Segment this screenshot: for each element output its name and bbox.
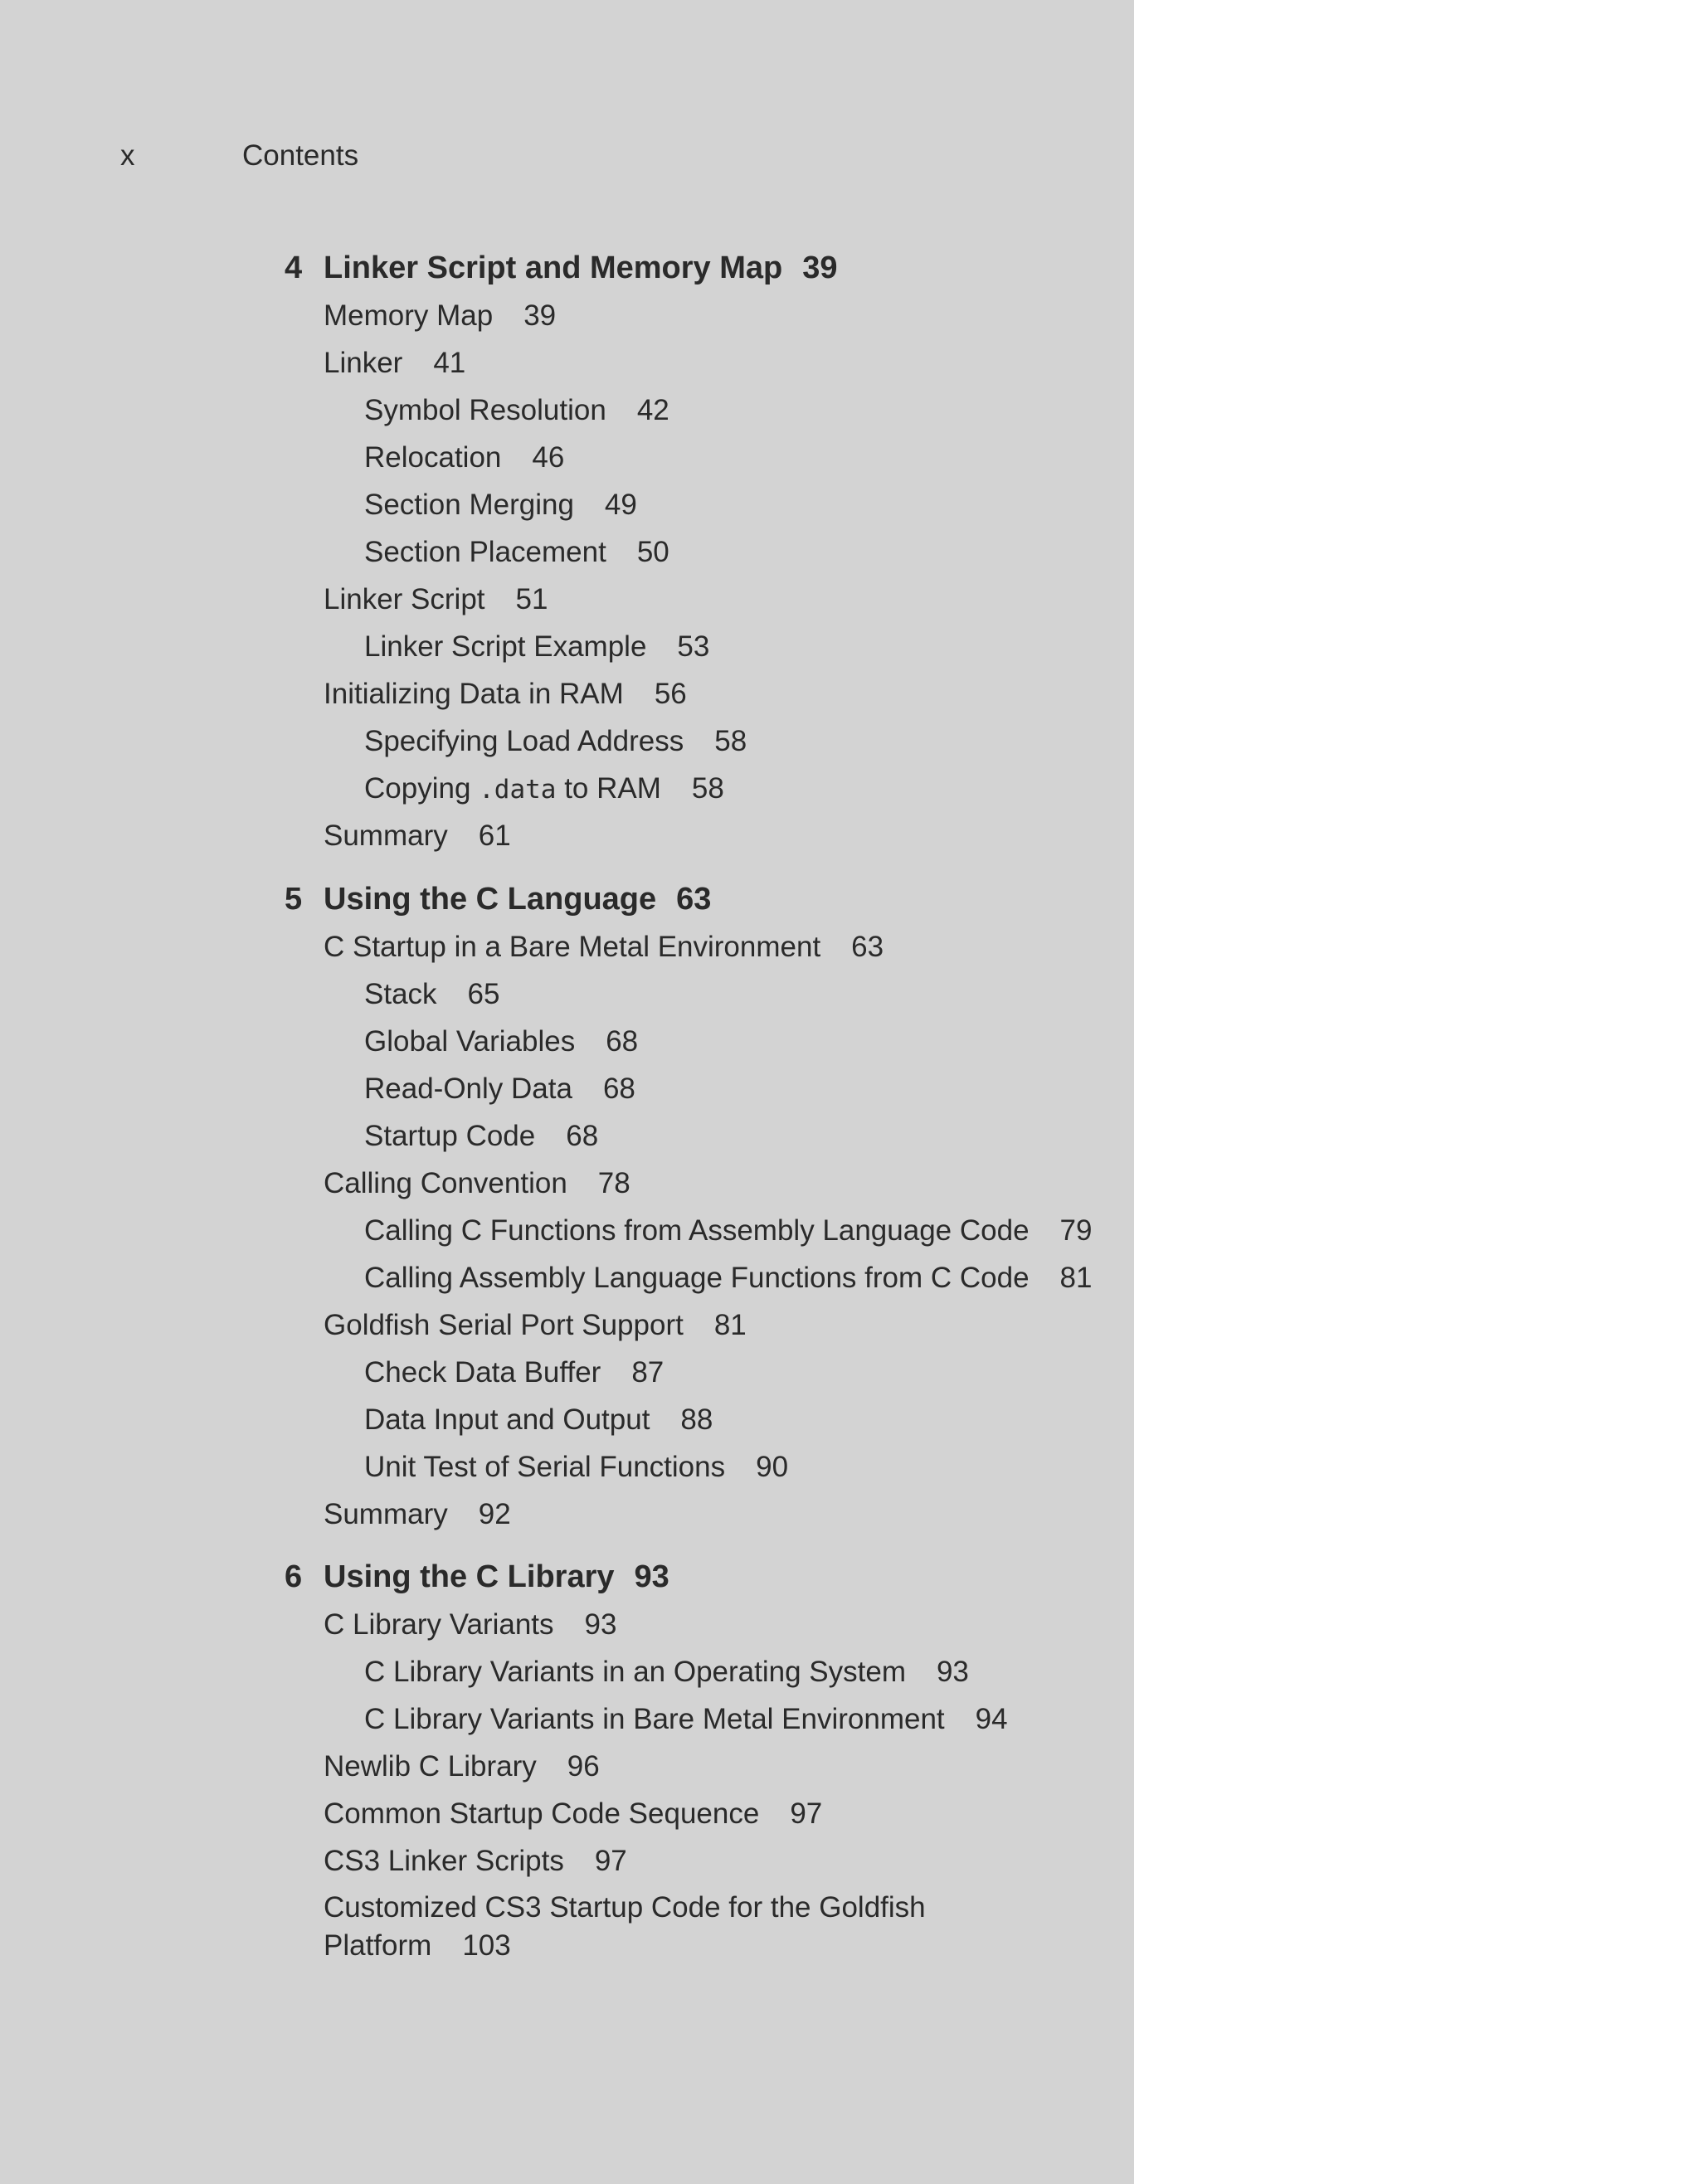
section-title: Initializing Data in RAM <box>324 678 624 710</box>
toc-section <box>324 923 884 970</box>
section-title: Summary <box>324 1498 448 1530</box>
subsection-title: Linker Script Example <box>364 630 647 663</box>
toc-section <box>324 1160 630 1207</box>
toc-subsection <box>364 717 747 765</box>
toc-subsection <box>364 1396 713 1443</box>
subsection-title: Data Input and Output <box>364 1403 650 1436</box>
chapter-page: 63 <box>676 882 712 917</box>
chapter-title: Using the C Language <box>324 882 657 917</box>
subsection-title: Stack <box>364 978 437 1010</box>
toc-subsection <box>364 387 669 434</box>
subsection-page: 79 <box>1059 1214 1093 1247</box>
section-title: CS3 Linker Scripts <box>324 1845 564 1877</box>
subsection-page: 93 <box>936 1656 969 1688</box>
toc-section <box>324 1790 822 1837</box>
toc-subsection <box>364 1695 1008 1743</box>
toc-section <box>324 812 511 859</box>
toc-section <box>324 292 556 339</box>
section-page: 92 <box>478 1498 511 1530</box>
toc-chapter-4 <box>285 245 838 292</box>
subsection-title: Global Variables <box>364 1025 576 1058</box>
section-page: 97 <box>790 1797 823 1830</box>
subsection-page: 90 <box>756 1451 789 1483</box>
subsection-page: 49 <box>604 489 637 521</box>
subsection-page: 87 <box>631 1356 665 1389</box>
section-page: 63 <box>851 931 884 963</box>
toc-section <box>324 1301 747 1349</box>
toc-subsection <box>364 1254 1092 1301</box>
section-title: Common Startup Code Sequence <box>324 1797 760 1830</box>
chapter-number: 5 <box>285 882 303 917</box>
subsection-title-suffix: to RAM <box>556 772 661 805</box>
subsection-title: Read-Only Data <box>364 1073 572 1105</box>
subsection-page: 68 <box>602 1073 635 1105</box>
subsection-title: Section Placement <box>364 536 606 568</box>
subsection-page: 46 <box>532 441 565 474</box>
subsection-title-prefix: Copying <box>364 772 480 805</box>
toc-section <box>324 1743 600 1790</box>
toc-section <box>324 1491 511 1538</box>
toc-subsection <box>364 1207 1092 1254</box>
subsection-page: 94 <box>975 1703 1008 1735</box>
running-head-title: Contents <box>242 139 359 172</box>
section-title: C Library Variants <box>324 1608 554 1641</box>
section-page: 97 <box>594 1845 627 1877</box>
toc-section <box>324 576 548 623</box>
toc-subsection <box>364 1065 635 1112</box>
subsection-title: C Library Variants in Bare Metal Environment <box>364 1703 945 1735</box>
section-title: Calling Convention <box>324 1167 567 1199</box>
toc-section <box>324 670 687 717</box>
section-page: 39 <box>523 299 557 332</box>
section-page: 56 <box>654 678 687 710</box>
subsection-page: 68 <box>606 1025 639 1058</box>
chapter-title: Linker Script and Memory Map <box>324 251 783 285</box>
subsection-page: 50 <box>636 536 669 568</box>
subsection-title: Relocation <box>364 441 502 474</box>
toc-section <box>324 1601 616 1648</box>
subsection-title: Symbol Resolution <box>364 394 606 426</box>
chapter-title: Using the C Library <box>324 1559 615 1594</box>
section-page: 103 <box>462 1929 511 1962</box>
section-page: 96 <box>567 1750 600 1783</box>
subsection-title: Calling C Functions from Assembly Language Code <box>364 1214 1030 1247</box>
toc-subsection <box>364 1018 638 1065</box>
chapter-page: 93 <box>634 1559 669 1594</box>
subsection-page: 88 <box>680 1403 713 1436</box>
section-page: 78 <box>597 1167 630 1199</box>
chapter-page: 39 <box>802 251 838 285</box>
toc-subsection <box>364 434 564 481</box>
toc-subsection <box>364 528 669 576</box>
toc-subsection <box>364 765 724 814</box>
subsection-title: Calling Assembly Language Functions from C Code <box>364 1262 1030 1294</box>
toc-chapter-6 <box>285 1554 669 1601</box>
section-title: Goldfish Serial Port Support <box>324 1309 684 1341</box>
toc-section <box>324 1837 627 1885</box>
toc-subsection <box>364 1112 598 1160</box>
subsection-title: Startup Code <box>364 1120 536 1152</box>
section-title: C Startup in a Bare Metal Environment <box>324 931 821 963</box>
section-title: Summary <box>324 820 448 852</box>
subsection-title: C Library Variants in an Operating System <box>364 1656 906 1688</box>
section-title: Memory Map <box>324 299 494 332</box>
toc-subsection <box>364 1648 969 1695</box>
subsection-page: 58 <box>691 772 724 805</box>
section-page: 93 <box>584 1608 617 1641</box>
toc-subsection <box>364 970 499 1018</box>
chapter-number: 6 <box>285 1559 303 1594</box>
section-page: 61 <box>478 820 511 852</box>
section-page: 51 <box>515 583 548 615</box>
subsection-page: 42 <box>636 394 669 426</box>
subsection-title: Section Merging <box>364 489 574 521</box>
toc-subsection <box>364 1349 664 1396</box>
section-title: Newlib C Library <box>324 1750 537 1783</box>
section-title: Linker <box>324 347 403 379</box>
subsection-title: Unit Test of Serial Functions <box>364 1451 726 1483</box>
page-folio: x <box>120 139 135 172</box>
subsection-page: 68 <box>566 1120 599 1152</box>
subsection-page: 65 <box>467 978 500 1010</box>
section-page: 41 <box>433 347 466 379</box>
toc-subsection <box>364 623 709 670</box>
toc-chapter-5 <box>285 876 712 923</box>
toc-subsection <box>364 481 637 528</box>
subsection-page: 53 <box>677 630 710 663</box>
section-title: Linker Script <box>324 583 485 615</box>
toc-section <box>324 339 465 387</box>
subsection-title: Check Data Buffer <box>364 1356 601 1389</box>
subsection-page: 81 <box>1059 1262 1093 1294</box>
toc-section-wrapped <box>324 1889 926 1965</box>
subsection-title-code: .data <box>479 775 557 805</box>
subsection-page: 58 <box>714 725 747 757</box>
section-title-line-2 <box>324 1927 926 1965</box>
section-title-line-2-text: Platform <box>324 1929 432 1962</box>
subsection-title: Specifying Load Address <box>364 725 684 757</box>
section-page: 81 <box>713 1309 747 1341</box>
section-title-line-1: Customized CS3 Startup Code for the Goldfish <box>324 1891 926 1924</box>
toc-subsection <box>364 1443 788 1491</box>
chapter-number: 4 <box>285 251 303 285</box>
